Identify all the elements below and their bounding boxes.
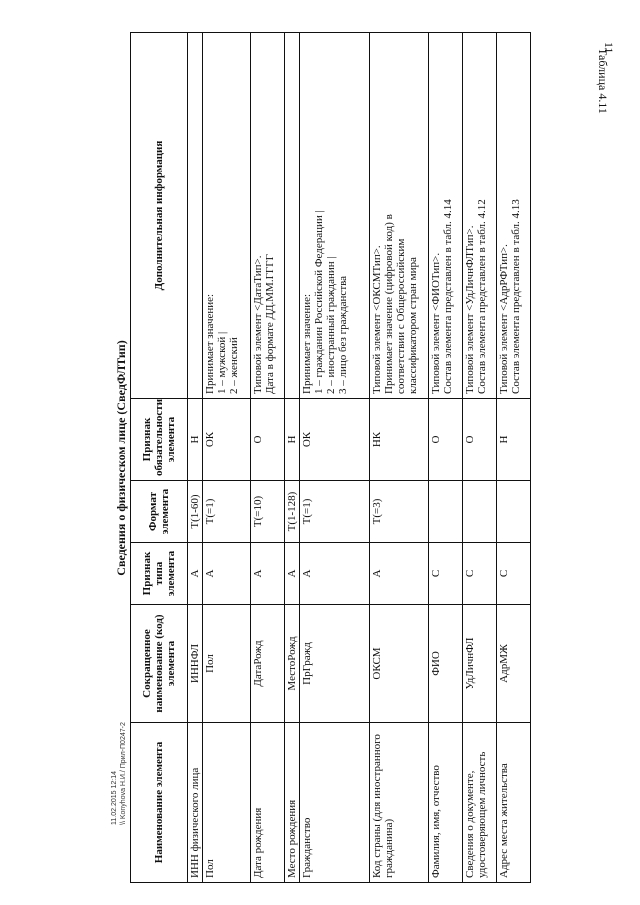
table-row <box>429 33 463 883</box>
table-label: Таблица 4.11 <box>596 48 610 114</box>
cell-element-required: НК <box>370 399 429 481</box>
cell-element-type: А <box>188 543 203 605</box>
cell-additional-info <box>300 33 370 399</box>
header-required: Признак обязательности элемента <box>131 399 188 481</box>
cell-element-name: Дата рождения <box>251 723 285 883</box>
elements-table <box>130 32 531 883</box>
cell-element-name: Пол <box>203 723 251 883</box>
cell-element-name: Код страны (для иностранного гражданина) <box>370 723 429 883</box>
info-line: 2 – женский <box>228 337 240 394</box>
cell-additional-info <box>497 33 531 399</box>
info-line: Типовой элемент <УдЛичнФЛТип>. <box>464 225 476 394</box>
cell-element-code: ИННФЛ <box>188 605 203 723</box>
cell-element-type: С <box>463 543 497 605</box>
info-line: 2 – иностранный гражданин | <box>325 256 337 394</box>
table-row <box>203 33 251 883</box>
info-line: Дата в формате ДД.ММ.ГГГГ <box>264 253 276 394</box>
info-line: Типовой элемент <ДатаТип>. <box>252 255 264 394</box>
cell-element-type: А <box>300 543 370 605</box>
cell-element-code: ОКСМ <box>370 605 429 723</box>
cell-element-required: Н <box>497 399 531 481</box>
info-line: Типовой элемент <АдрРФТип>. <box>498 244 510 394</box>
table-caption: Сведения о физическом лице (СведФЛТип) <box>114 340 128 576</box>
cell-element-format <box>429 481 463 543</box>
info-line: 3 – лицо без гражданства <box>337 275 349 394</box>
info-line: Типовой элемент <ОКСМТип>. <box>371 245 383 394</box>
footer-timestamp: 11.02.2015 12:14 <box>111 771 118 825</box>
cell-element-required: ОК <box>300 399 370 481</box>
cell-element-type: А <box>370 543 429 605</box>
cell-element-type: С <box>429 543 463 605</box>
cell-element-type: А <box>285 543 300 605</box>
cell-element-type: С <box>497 543 531 605</box>
cell-element-type: А <box>203 543 251 605</box>
info-line: Принимает значение: <box>204 293 216 394</box>
cell-element-required: О <box>429 399 463 481</box>
cell-element-format: Т(=10) <box>251 481 285 543</box>
cell-element-code: МестоРожд <box>285 605 300 723</box>
footer-path: \\ Konyhova Н.И./ Прил-П0247-2 <box>120 722 127 825</box>
cell-element-format: Т(=3) <box>370 481 429 543</box>
info-line: Принимает значение (цифровой код) в <box>383 214 395 394</box>
table-row <box>251 33 285 883</box>
info-line: Состав элемента представлен в табл. 4.14 <box>442 199 454 394</box>
cell-element-format: Т(=1) <box>300 481 370 543</box>
header-info: Дополнительная информация <box>131 33 188 399</box>
cell-element-format: Т(1-128) <box>285 481 300 543</box>
cell-element-name: Место рождения <box>285 723 300 883</box>
cell-element-format: Т(1-60) <box>188 481 203 543</box>
cell-element-name: ИНН физического лица <box>188 723 203 883</box>
table-header-row <box>131 33 188 883</box>
rotated-table-block <box>112 33 570 883</box>
cell-element-name: Адрес места жительства <box>497 723 531 883</box>
table-row <box>497 33 531 883</box>
cell-element-required: О <box>251 399 285 481</box>
header-name: Наименование элемента <box>131 723 188 883</box>
cell-element-format: Т(=1) <box>203 481 251 543</box>
info-line: 1 – мужской | <box>216 331 228 394</box>
table-row <box>300 33 370 883</box>
cell-element-format <box>497 481 531 543</box>
header-code: Сокращенное наименование (код) элемента <box>131 605 188 723</box>
cell-element-required: О <box>463 399 497 481</box>
cell-element-code: ФИО <box>429 605 463 723</box>
table-row <box>463 33 497 883</box>
cell-additional-info <box>188 33 203 399</box>
cell-additional-info <box>285 33 300 399</box>
cell-additional-info <box>370 33 429 399</box>
cell-element-format <box>463 481 497 543</box>
cell-element-required: Н <box>285 399 300 481</box>
header-format: Формат элемента <box>131 481 188 543</box>
info-line: Принимает значение: <box>301 293 313 394</box>
cell-additional-info <box>251 33 285 399</box>
cell-element-name: Фамилия, имя, отчество <box>429 723 463 883</box>
cell-element-name: Гражданство <box>300 723 370 883</box>
info-line: Состав элемента представлен в табл. 4.13 <box>510 199 522 394</box>
cell-element-code: ДатаРожд <box>251 605 285 723</box>
header-type: Признак типа элемента <box>131 543 188 605</box>
table-row <box>188 33 203 883</box>
cell-element-code: ПрГражд <box>300 605 370 723</box>
table-row <box>285 33 300 883</box>
cell-additional-info <box>463 33 497 399</box>
cell-element-required: ОК <box>203 399 251 481</box>
cell-element-name: Сведения о документе, удостоверяющем личность <box>463 723 497 883</box>
info-line: соответствии с Общероссийским <box>395 238 407 394</box>
table-row <box>370 33 429 883</box>
info-line: Состав элемента представлен в табл. 4.12 <box>476 199 488 394</box>
page-number: 11 <box>602 42 616 54</box>
cell-additional-info <box>429 33 463 399</box>
cell-element-code: АдрМЖ <box>497 605 531 723</box>
cell-element-code: Пол <box>203 605 251 723</box>
info-line: классификатором стран мира <box>407 257 419 394</box>
info-line: Типовой элемент <ФИОТип>. <box>430 252 442 394</box>
cell-additional-info <box>203 33 251 399</box>
cell-element-required: Н <box>188 399 203 481</box>
cell-element-type: А <box>251 543 285 605</box>
info-line: 1 – гражданин Российской Федерации | <box>313 210 325 394</box>
cell-element-code: УдЛичнФЛ <box>463 605 497 723</box>
